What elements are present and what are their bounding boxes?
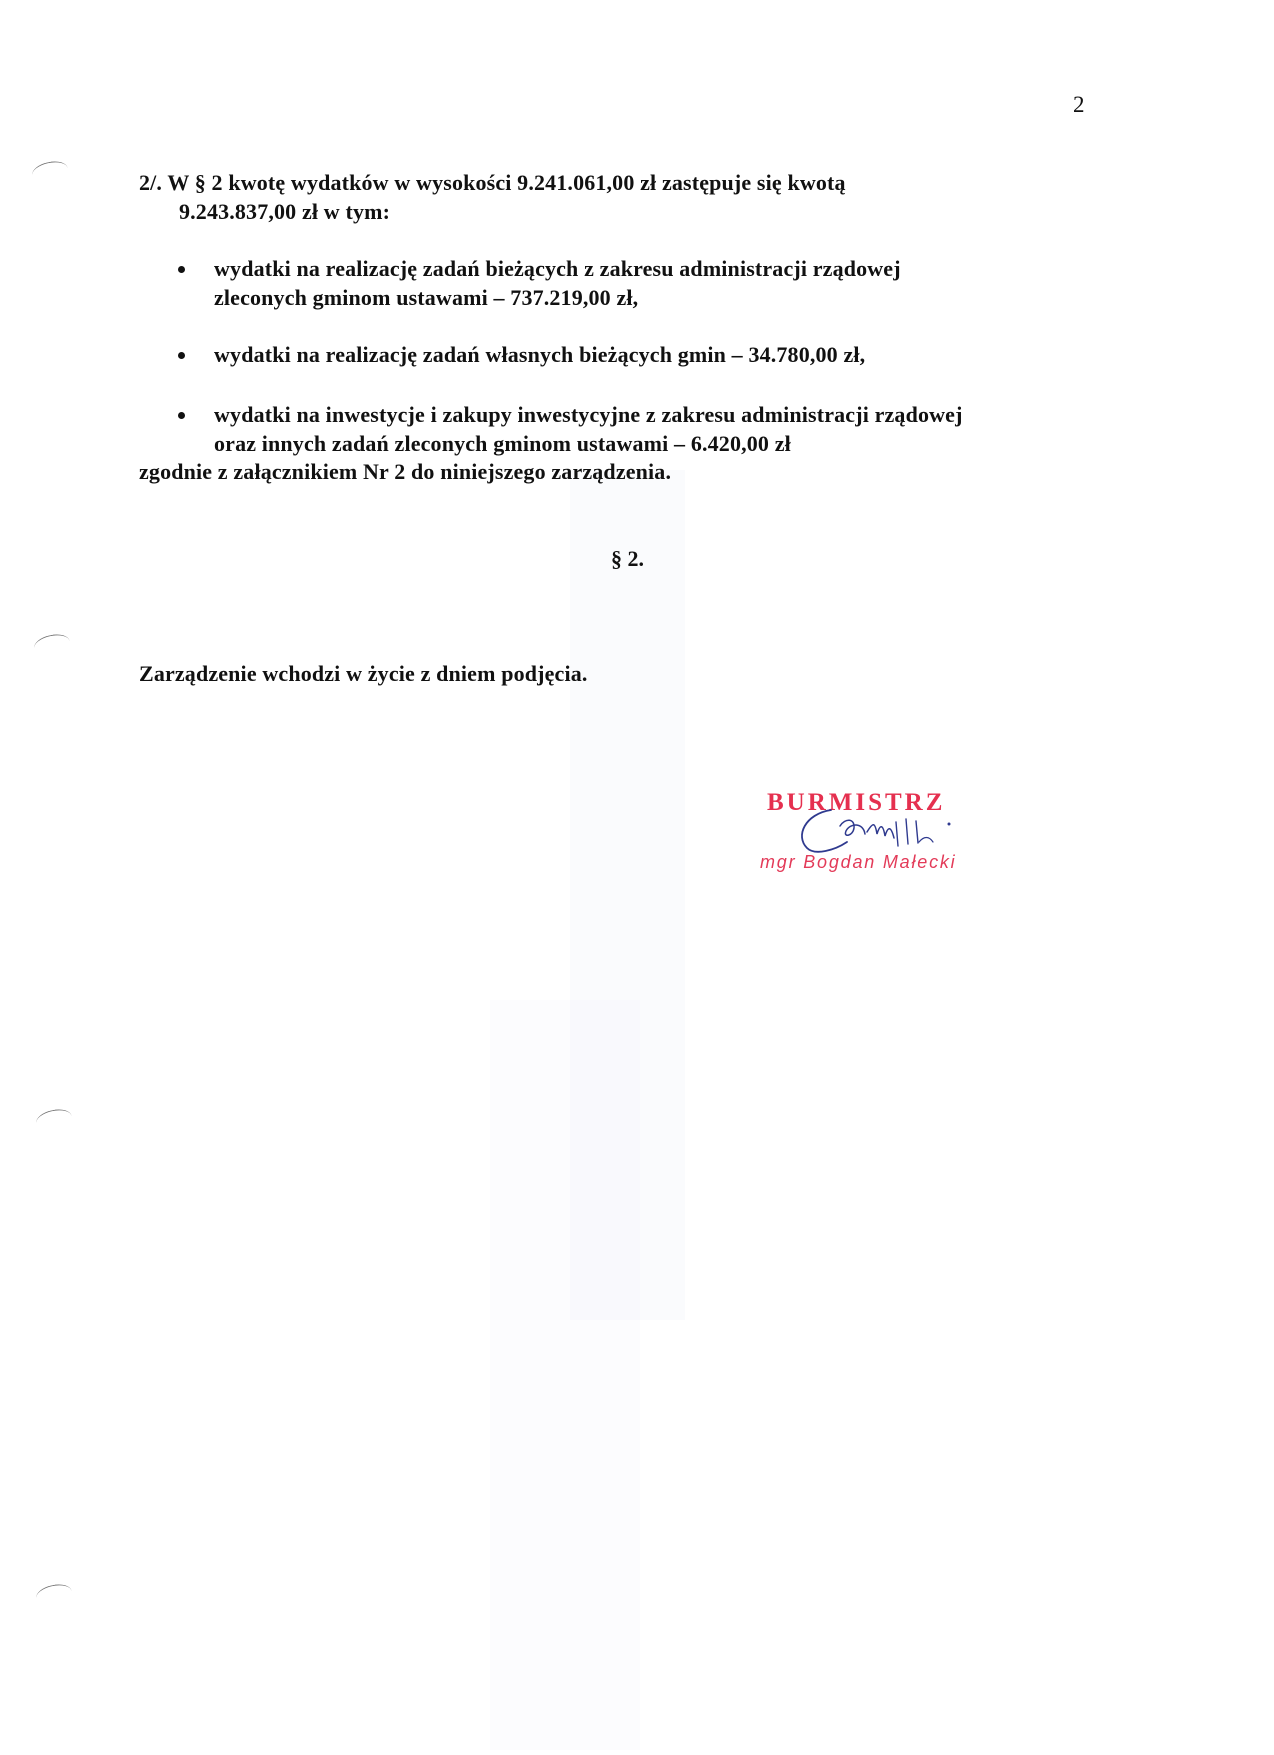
bullet-marker [178,412,185,419]
bullet-marker [178,266,185,273]
stamp-title: BURMISTRZ [767,789,946,816]
handwritten-signature [785,798,965,868]
bullet-item-line: wydatki na realizację zadań własnych bieżących gmin – 34.780,00 zł, [214,342,866,367]
stamp-name: mgr Bogdan Małecki [760,852,957,872]
section-header: § 2. [611,546,644,571]
amendment-paragraph-line: 2/. W § 2 kwotę wydatków w wysokości 9.241.061,00 zł zastępuje się kwotą [139,170,846,195]
punch-hole-mark [34,1106,73,1132]
page-number: 2 [1073,92,1085,117]
bullet-item-line: oraz innych zadań zleconych gminom ustawami – 6.420,00 zł [214,431,791,456]
punch-hole-mark [32,631,71,657]
punch-hole-mark [30,158,69,184]
scan-shadow [490,1000,640,1750]
punch-hole-mark [34,1581,73,1607]
amendment-paragraph-line: 9.243.837,00 zł w tym: [179,199,391,224]
bullet-marker [178,352,185,359]
effective-clause: Zarządzenie wchodzi w życie z dniem podjęcia. [139,661,588,686]
bullet-item-line: wydatki na inwestycje i zakupy inwestycyjne z zakresu administracji rządowej [214,402,963,427]
bullet-item-line: wydatki na realizację zadań bieżących z zakresu administracji rządowej [214,256,901,281]
bullet-item-line: zleconych gminom ustawami – 737.219,00 zł, [214,285,639,310]
attachment-reference-line: zgodnie z załącznikiem Nr 2 do niniejszego zarządzenia. [139,459,672,484]
